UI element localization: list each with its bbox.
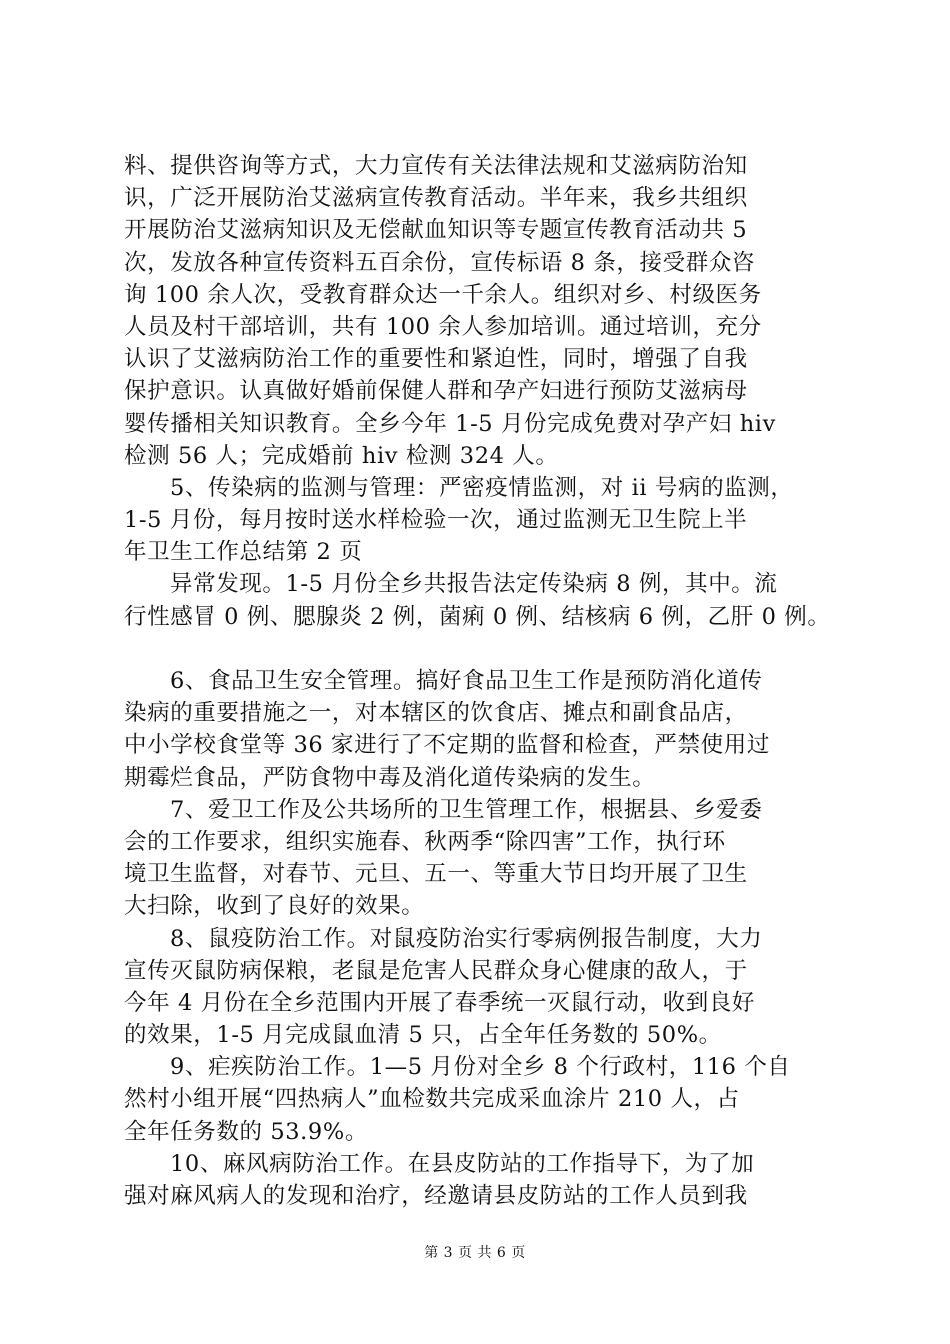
text-line: 大扫除，收到了良好的效果。 xyxy=(124,893,425,920)
text-line: 人员及村干部培训，共有 100 余人参加培训。通过培训，充分 xyxy=(124,313,762,340)
text-line: 8、鼠疫防治工作。对鼠疫防治实行零病例报告制度，大力 xyxy=(170,925,763,952)
text-line: 今年 4 月份在全乡范围内开展了春季统一灭鼠行动，收到良好 xyxy=(124,989,756,1016)
text-line: 7、爱卫工作及公共场所的卫生管理工作，根据县、乡爱委 xyxy=(170,796,763,823)
text-line: 婴传播相关知识教育。全乡今年 1-5 月份完成免费对孕产妇 hiv xyxy=(124,410,776,437)
text-line: 5、传染病的监测与管理：严密疫情监测，对 ii 号病的监测， xyxy=(170,474,794,501)
text-line: 的效果，1-5 月完成鼠血清 5 只，占全年任务数的 50%。 xyxy=(124,1022,722,1049)
page-number-footer: 第 3 页 共 6 页 xyxy=(424,1245,526,1261)
text-line: 中小学校食堂等 36 家进行了不定期的监督和检查，严禁使用过 xyxy=(124,732,770,759)
text-line: 强对麻风病人的发现和治疗，经邀请县皮防站的工作人员到我 xyxy=(124,1183,748,1209)
text-line: 年卫生工作总结第 2 页 xyxy=(124,539,363,566)
text-line: 1-5 月份，每月按时送水样检验一次，通过监测无卫生院上半 xyxy=(124,507,748,534)
text-line: 6、食品卫生安全管理。搞好食品卫生工作是预防消化道传 xyxy=(170,668,763,694)
text-line: 识，广泛开展防治艾滋病宣传教育活动。半年来，我乡共组织 xyxy=(124,185,748,212)
text-line: 会的工作要求，组织实施春、秋两季“除四害”工作，执行环 xyxy=(124,828,726,855)
text-line: 期霉烂食品，严防食物中毒及消化道传染病的发生。 xyxy=(124,764,656,791)
text-line: 开展防治艾滋病知识及无偿献血知识等专题宣传教育活动共 5 xyxy=(124,217,748,244)
text-line: 询 100 余人次，受教育群众达一千余人。组织对乡、村级医务 xyxy=(124,281,762,308)
text-line: 次，发放各种宣传资料五百余份，宣传标语 8 条，接受群众咨 xyxy=(124,249,756,276)
text-line: 行性感冒 0 例、腮腺炎 2 例，菌痢 0 例、结核病 6 例，乙肝 0 例。 xyxy=(124,603,831,630)
text-line: 认识了艾滋病防治工作的重要性和紧迫性，同时，增强了自我 xyxy=(124,346,748,373)
text-lines xyxy=(124,150,854,1212)
text-line: 宣传灭鼠防病保粮，老鼠是危害人民群众身心健康的敌人，于 xyxy=(124,957,748,984)
text-line: 9、疟疾防治工作。1—5 月份对全乡 8 个行政村，116 个自 xyxy=(170,1054,791,1081)
text-line: 10、麻风病防治工作。在县皮防站的工作指导下，为了加 xyxy=(170,1150,755,1177)
document-body xyxy=(124,150,854,1212)
text-line: 境卫生监督，对春节、元旦、五一、等重大节日均开展了卫生 xyxy=(124,861,748,888)
text-line: 检测 56 人；完成婚前 hiv 检测 324 人。 xyxy=(124,442,559,469)
blank-line xyxy=(124,633,854,665)
text-line: 料、提供咨询等方式，大力宣传有关法律法规和艾滋病防治知 xyxy=(124,153,748,179)
text-line: 然村小组开展“四热病人”血检数共完成采血涂片 210 人，占 xyxy=(124,1086,740,1113)
text-line: 染病的重要措施之一，对本辖区的饮食店、摊点和副食品店， xyxy=(124,700,748,727)
text-line: 全年任务数的 53.9%。 xyxy=(124,1118,368,1145)
text-line: 异常发现。1-5 月份全乡共报告法定传染病 8 例，其中。流 xyxy=(170,571,778,598)
text-line: 保护意识。认真做好婚前保健人群和孕产妇进行预防艾滋病母 xyxy=(124,378,748,405)
